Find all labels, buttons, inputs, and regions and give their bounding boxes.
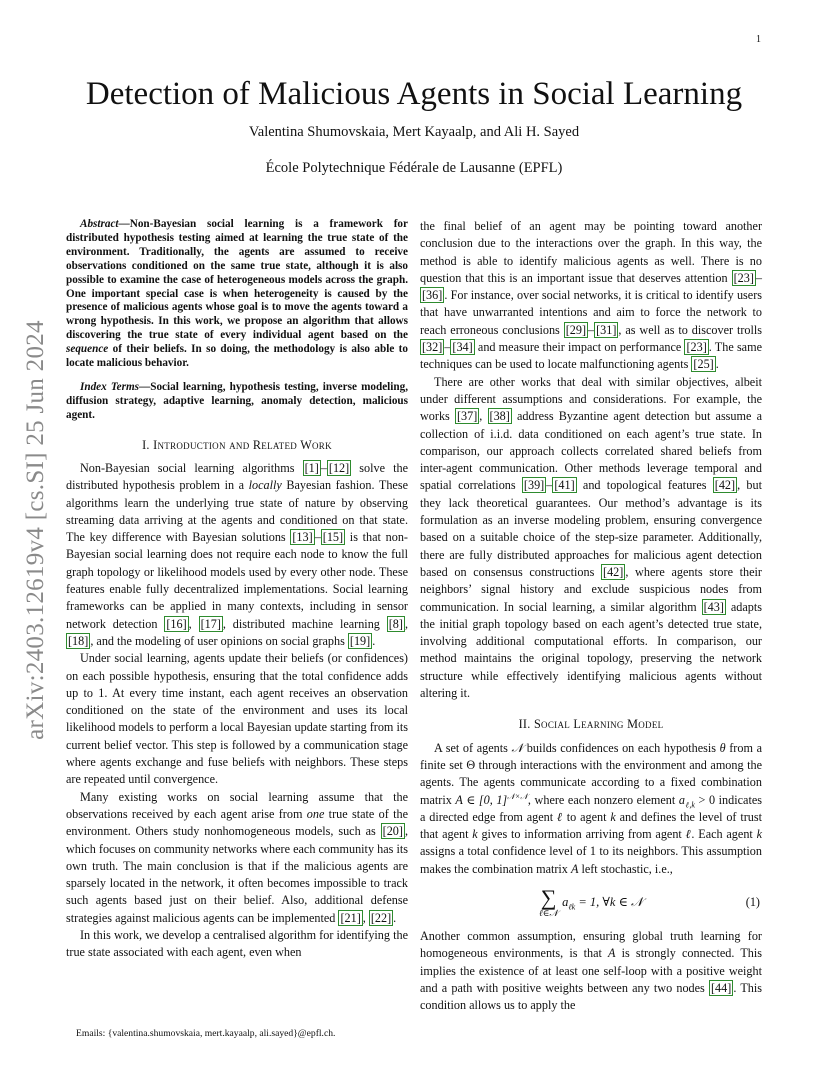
citation-link[interactable]: [37]	[456, 409, 478, 424]
citation-link[interactable]: [16]	[166, 616, 187, 631]
citation-link[interactable]: [44]	[711, 980, 732, 995]
model-paragraph-2: Another common assumption, ensuring global truth learning for homogeneous environments, is that A is strongly connected. This implies the existence of at least one self-loop with a positive weight and a path with positive weights between any two nodes [44] . This condition allows us to apply the	[420, 928, 762, 1013]
citation-link[interactable]: [39]	[523, 478, 545, 493]
right-column	[420, 218, 762, 1014]
citation-link[interactable]: [29]	[565, 322, 587, 337]
arxiv-stamp	[16, 300, 56, 760]
citation-link[interactable]: [31]	[596, 322, 617, 337]
model-paragraph-1: A set of agents 𝒩 builds confidences on each hypothesis θ from a finite set Θ through interactions with the environment and among the agents. The agents communicate according to a fixed combination matrix A ∈ [0, 1]$^{𝒩\times 𝒩}$, where each nonzero element $a_{\ell,k} > 0$ indicates a directed edge from agent ℓ to agent k and defines the level of trust that agent k gives to information arriving from agent ℓ. Each agent k assigns a total confidence level of 1 to its neighbors. This assumption makes the combination matrix A left stochastic, i.e.,	[420, 740, 763, 876]
abstract-text: —Non-Bayesian social learning is a framework for distributed hypothesis testing aimed at learning the true state of the environment. Traditionally, the agents are assumed to receive observations conditioned on the same true state, although it is also possible to examine the case of heterogeneous models across the graph. One important special case is when heterogeneity is caused by the presence of malicious agents whose goal is to move the agents toward a wrong hypothesis. In this work, we propose an algorithm that allows discovering the true state of every individual agent based on the	[66, 218, 408, 342]
index-terms-label: Index Terms	[80, 380, 140, 393]
intro-paragraph-4: In this work, we develop a centralised algorithm for identifying the true state associated with each agent, even when	[66, 928, 408, 960]
summation: ∑ ℓ∈𝒩	[539, 885, 559, 919]
citation-link[interactable]: [25]	[693, 357, 714, 372]
intro-paragraph-3: Many existing works on social learning assume that the observations received by each agent arise from one true state of the environment. Others study nonhomogeneous models, such as [20] , which focuses on community networks where each community has its own truth. The main conclusion is that if the malicious agents are sparsely located in the network, it often becomes impossible to track such agents based just on their belief. Also, additional defense strategies against malicious agents can be implemented [21] , [22] .	[66, 789, 408, 925]
citation-link[interactable]: [1]	[304, 460, 319, 475]
abstract-label: Abstract	[80, 218, 119, 230]
citation-link[interactable]: [17]	[200, 616, 221, 631]
citation-link[interactable]: [34]	[452, 340, 473, 355]
abstract-text-end: of their beliefs. In so doing, the methodology is also able to locate malicious behavior.	[66, 343, 408, 370]
equation-number: (1)	[745, 894, 760, 909]
index-terms-text: —Social learning, hypothesis testing, inverse modeling, diffusion strategy, adaptive learning, anomaly detection, malicious agent.	[66, 380, 408, 421]
citation-link[interactable]: [38]	[489, 409, 510, 424]
citation-link[interactable]: [43]	[703, 599, 724, 614]
equation-body: $a_{\ell k} = 1$, ∀k ∈ 𝒩	[562, 895, 643, 912]
paper-title: Detection of Malicious Agents in Social Learning	[85, 76, 743, 112]
citation-link[interactable]: [19]	[349, 633, 371, 648]
intro-paragraph-2: Under social learning, agents update their beliefs (or confidences) on each possible hypothesis, ensuring that the total confidence adds up to 1. At every time instant, each agent receives an observation conditioned on the state of the environment and uses its local likelihood models to perform a local Bayesian update starting from its current belief vector. This step is followed by a communication stage where agents exchange and fuse beliefs with neighbors. These steps are repeated until convergence.	[66, 651, 408, 787]
right-paragraph-2: There are other works that deal with similar objectives, albeit under different assumptions and considerations. For example, the works [37] , [38] address Byzantine agent detection but assume a collection of i.i.d. data conditioned on each agent’s true state. In comparison, our approach collects correlated shared beliefs from inter-agent communication. Other methods leverage temporal and spatial correlations [39] – [41] and topological features [42] , but they lack theoretical guarantees. Our method’s advantage is its formulation as an inverse modeling problem, ensuring convergence based on a suitable choice of the step-size parameter. Additionally, there are fully distributed approaches for malicious agent detection based on consensus constructions [42] , where agents store their neighbors’ signal history and exclude suspicious nodes from communication. In social learning, a similar algorithm [43] adapts the initial graph topology based on each agent’s detected true state, involving additional computational efforts. In comparison, our method maintains the original topology, preserving the network structure while effectively identifying malicious agents without altering it.	[420, 374, 763, 701]
citation-link[interactable]: [13]	[292, 530, 313, 545]
footnote-emails: Emails: {valentina.shumovskaia, mert.kayaalp, ali.sayed}@epfl.ch.	[76, 1028, 336, 1039]
left-column	[66, 218, 408, 962]
citation-link[interactable]: [8]	[388, 616, 403, 631]
page-number: 1	[756, 34, 761, 45]
citation-link[interactable]: [23]	[733, 270, 754, 285]
citation-link[interactable]: [15]	[322, 530, 344, 545]
arxiv-identifier: arXiv:2403.12619v4 [cs.SI] 25 Jun 2024	[22, 320, 50, 740]
citation-link[interactable]: [42]	[714, 478, 736, 493]
citation-link[interactable]: [21]	[340, 910, 361, 925]
citation-link[interactable]: [23]	[686, 340, 707, 355]
equation-1	[420, 882, 762, 924]
affiliation: École Polytechnique Fédérale de Lausanne (EPFL)	[265, 160, 563, 176]
citation-link[interactable]: [18]	[68, 633, 89, 648]
section-heading-model: II. Social Learning Model	[518, 717, 664, 732]
abstract	[66, 218, 408, 371]
citation-link[interactable]: [32]	[422, 340, 443, 355]
right-paragraph-1: the final belief of an agent may be pointing toward another conclusion due to the interactions over the graph. In this way, the method is able to identify malicious agents as well. There is no question that this is an important issue that deserves attention [23] –[36] . For instance, over social networks, it is critical to identify users that have unwarranted intentions and aim to force the network to reach erroneous conclusions [29] – [31] , as well as to discover trolls [32] – [34] and measure their impact on performance [23] . The same techniques can be used to locate malfunctioning agents [25] .	[420, 219, 763, 372]
citation-link[interactable]: [36]	[422, 288, 443, 303]
citation-link[interactable]: [22]	[370, 910, 392, 925]
index-terms	[66, 381, 408, 423]
section-heading-intro: I. Introduction and Related Work	[142, 437, 332, 452]
citation-link[interactable]: [42]	[603, 564, 624, 579]
citation-link[interactable]: [20]	[382, 824, 403, 839]
abstract-keyword: sequence	[66, 343, 109, 356]
citation-link[interactable]: [12]	[328, 460, 350, 475]
intro-paragraph-1: Non-Bayesian social learning algorithms [1] – [12] solve the distributed hypothesis problem in a locally Bayesian fashion. These algorithms learn the underlying true state of nature by observing streaming data arriving at the agents and conditioned on that state. The key difference with Bayesian solutions [13] – [15] is that non-Bayesian social learning does not require each node to know the full graph topology or likelihood models used by every other node. These features enable fully decentralized implementations. Social learning frameworks can be applied in many contexts, including in sensor network detection [16] , [17] , distributed machine learning [8] , [18] , and the modeling of user opinions on social graphs [19] .	[66, 460, 409, 648]
authors: Valentina Shumovskaia, Mert Kayaalp, and Ali H. Sayed	[248, 124, 580, 140]
citation-link[interactable]: [41]	[554, 478, 575, 493]
